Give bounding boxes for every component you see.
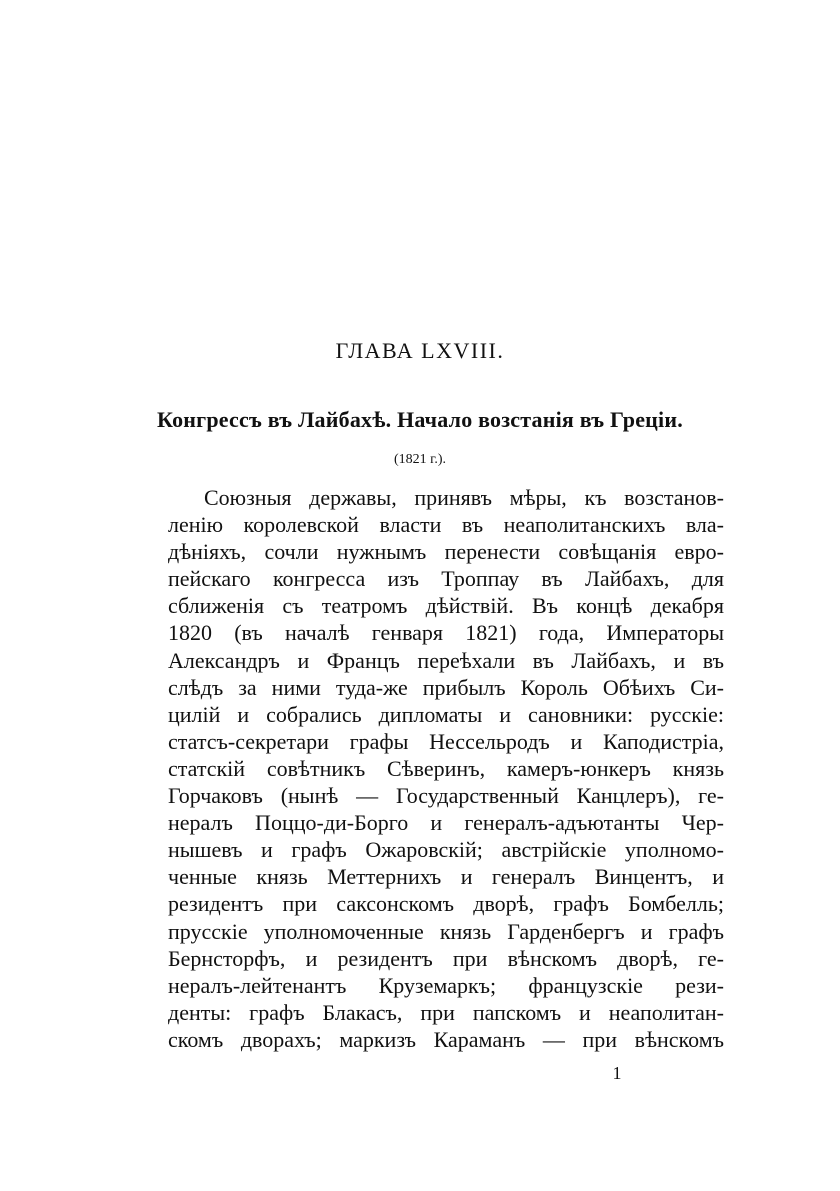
chapter-date: (1821 г.). bbox=[394, 452, 446, 467]
text-line: пейскаго конгресса изъ Троппау въ Лайбахъ, для bbox=[168, 566, 724, 592]
text-line: статскій совѣтникъ Сѣверинъ, камеръ-юнкеръ князь bbox=[168, 755, 724, 781]
text-line: ченные князь Меттернихъ и генералъ Винцентъ, и bbox=[168, 864, 724, 890]
text-line: Александръ и Францъ переѣхали въ Лайбахъ, и въ bbox=[168, 647, 724, 673]
text-line: Горчаковъ (нынѣ — Государственный Канцлеръ), ге- bbox=[168, 783, 724, 809]
text-line: цилій и собрались дипломаты и сановники: русскіе: bbox=[168, 701, 724, 727]
text-line: нышевъ и графъ Ожаровскій; австрійскіе уполномо- bbox=[168, 837, 724, 863]
chapter-heading: ГЛАВА LXVIII. bbox=[335, 338, 505, 363]
text-line: Бернсторфъ, и резидентъ при вѣнскомъ дворѣ, ге- bbox=[168, 945, 724, 971]
text-line: дѣніяхъ, сочли нужнымъ перенести совѣщанія евро- bbox=[168, 539, 724, 565]
text-line: Союзныя державы, принявъ мѣры, къ возстанов- bbox=[204, 485, 724, 510]
text-line: резидентъ при саксонскомъ дворѣ, графъ Бомбелль; bbox=[168, 891, 724, 917]
page-number: 1 bbox=[612, 1063, 622, 1083]
body-text bbox=[168, 484, 724, 1053]
text-line: нералъ Поццо-ди-Борго и генералъ-адъютанты Чер- bbox=[168, 810, 724, 836]
text-line: денты: графъ Блакасъ, при папскомъ и неаполитан- bbox=[168, 999, 724, 1025]
text-line: 1820 (въ началѣ генваря 1821) года, Императоры bbox=[168, 620, 724, 646]
text-line: сближенія съ театромъ дѣйствій. Въ концѣ декабря bbox=[168, 593, 724, 619]
text-line: слѣдъ за ними туда-же прибылъ Король Обѣихъ Си- bbox=[168, 674, 724, 700]
text-line: скомъ дворахъ; маркизъ Караманъ — при вѣнскомъ bbox=[168, 1026, 724, 1052]
chapter-title: Конгрессъ въ Лайбахѣ. Начало возстанія въ Греціи. bbox=[157, 407, 683, 432]
text-line: статсъ-секретари графы Нессельродъ и Каподистріа, bbox=[168, 728, 724, 754]
text-line: прусскіе уполномоченные князь Гарденбергъ и графъ bbox=[168, 918, 724, 944]
text-line: нералъ-лейтенантъ Круземаркъ; французскіе рези- bbox=[168, 972, 724, 998]
text-line: ленію королевской власти въ неаполитанскихъ вла- bbox=[168, 512, 724, 538]
